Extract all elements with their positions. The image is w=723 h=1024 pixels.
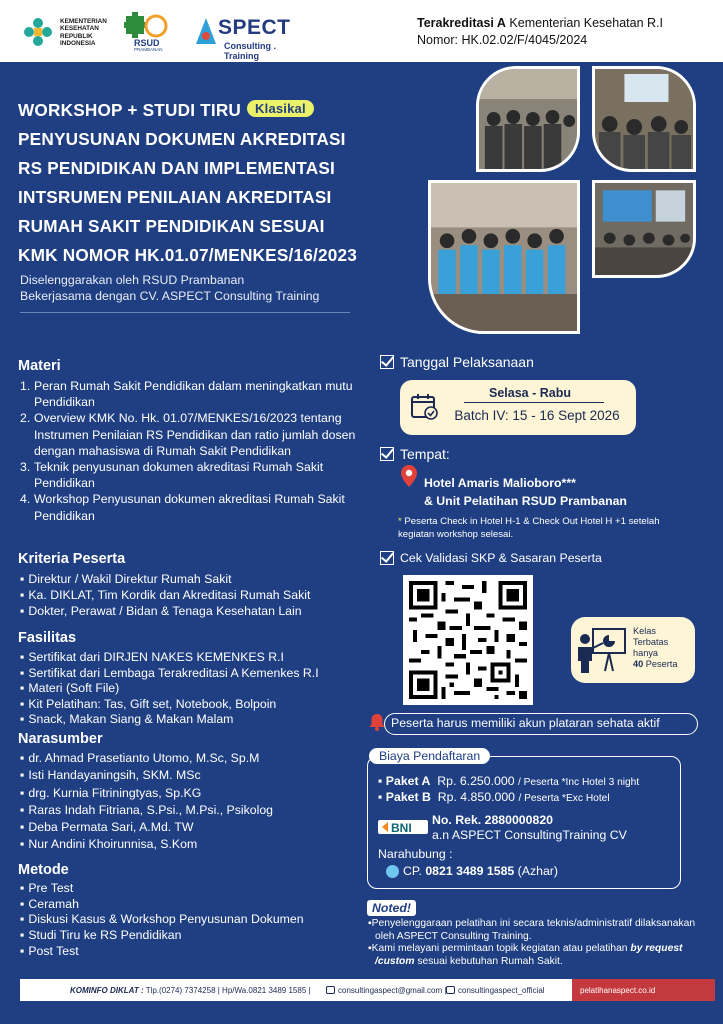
noted-label: Noted! bbox=[367, 900, 416, 916]
list-item: ▪ Penyelenggaraan pelatihan ini secara teknis/administratif dilaksanakan oleh ASPECT Consulting Training. bbox=[367, 918, 697, 943]
materi-list bbox=[20, 378, 362, 524]
workshop-photo-4 bbox=[592, 180, 696, 278]
rsud-logo-text: RSUD bbox=[134, 38, 160, 48]
akreditasi-label: Terakreditasi A bbox=[417, 16, 506, 30]
list-item: 4. Workshop Penyusunan dokumen akreditasi Rumah Sakit Pendidikan bbox=[20, 492, 345, 523]
list-item: ▪ Materi (Soft File) bbox=[20, 681, 319, 697]
workshop-photo-3 bbox=[428, 180, 580, 334]
list-item: ▪ Ceramah bbox=[20, 897, 304, 913]
list-item: ▪ Dokter, Perawat / Bidan & Tenaga Kesehatan Lain bbox=[20, 603, 310, 619]
kemenkes-emblem-icon bbox=[20, 14, 56, 50]
list-item: ▪ Pre Test bbox=[20, 881, 304, 897]
list-item: ▪ Diskusi Kasus & Workshop Penyusunan Dokumen bbox=[20, 912, 304, 928]
kemenkes-logo bbox=[20, 12, 120, 52]
kelas-terbatas-card bbox=[571, 617, 695, 683]
paket-a: ▪ Paket A Rp. 6.250.000 / Peserta *Inc Hotel 3 night bbox=[378, 774, 640, 788]
footer-bar bbox=[20, 979, 695, 1001]
page-title bbox=[18, 96, 428, 270]
phone-icon bbox=[386, 865, 399, 878]
list-item: ▪ Nur Andini Khoirunnisa, S.Kom bbox=[20, 836, 273, 853]
list-item: ▪ Snack, Makan Siang & Makan Malam bbox=[20, 712, 319, 728]
presentation-icon bbox=[573, 625, 629, 675]
title-line-6: KMK NOMOR HK.01.07/MENKES/16/2023 bbox=[18, 245, 357, 265]
rekening-number: No. Rek. 2880000820 bbox=[432, 813, 554, 827]
fasilitas-heading: Fasilitas bbox=[18, 630, 77, 646]
contact-person[interactable]: CP. 0821 3489 1585 (Azhar) bbox=[386, 864, 558, 878]
venue-line-1: Hotel Amaris Malioboro*** bbox=[424, 476, 576, 490]
list-item: ▪ Studi Tiru ke RS Pendidikan bbox=[20, 928, 304, 944]
list-item: ▪ drg. Kurnia Fitriningtyas, Sp.KG bbox=[20, 785, 273, 802]
organizer-line-1: Diselenggarakan oleh RSUD Prambanan bbox=[20, 273, 245, 287]
venue-note: * Peserta Check in Hotel H-1 & Check Out Hotel H +1 setelah kegiatan workshop selesai. bbox=[398, 516, 660, 540]
qr-code-icon bbox=[409, 581, 527, 699]
tanggal-label: Tanggal Pelaksanaan bbox=[380, 354, 534, 370]
list-item: ▪ Ka. DIKLAT, Tim Kordik dan Akreditasi Rumah Sakit bbox=[20, 587, 310, 603]
footer-email[interactable]: consultingaspect@gmail.com | bbox=[326, 986, 446, 995]
venue-info bbox=[424, 474, 627, 510]
venue-line-2: & Unit Pelatihan RSUD Prambanan bbox=[424, 494, 627, 508]
biaya-heading: Biaya Pendaftaran bbox=[369, 748, 490, 764]
divider bbox=[464, 402, 604, 403]
checkbox-icon bbox=[380, 355, 394, 369]
list-item: 2. Overview KMK No. Hk. 01.07/MENKES/16/2023 tentang Instrumen Penilaian RS Pendidikan dan ratio jumlah dosen dengan mahasiswa di Rumah Sakit Pendidikan bbox=[20, 411, 356, 458]
instagram-icon bbox=[446, 986, 455, 994]
date-days: Selasa - Rabu bbox=[489, 386, 571, 400]
bni-logo bbox=[378, 818, 428, 836]
cek-validasi-label: Cek Validasi SKP & Sasaran Peserta bbox=[380, 551, 602, 565]
list-item: 3. Teknik penyusunan dokumen akreditasi Rumah Sakit Pendidikan bbox=[20, 460, 324, 491]
rsud-logo bbox=[124, 12, 184, 52]
narasumber-list bbox=[20, 750, 273, 854]
bni-logo-text: BNI bbox=[391, 821, 412, 835]
footer-contact: KOMINFO DIKLAT : Tlp.(0274) 7374258 | Hp/Wa.0821 3489 1585 | bbox=[70, 986, 311, 995]
aspect-a-icon bbox=[194, 16, 218, 46]
kriteria-heading: Kriteria Peserta bbox=[18, 551, 126, 567]
rsud-logo-sub: PRAMBANAN bbox=[134, 47, 163, 52]
title-line-2: PENYUSUNAN DOKUMEN AKREDITASI bbox=[18, 129, 346, 149]
narahubung-label: Narahubung : bbox=[378, 847, 453, 861]
location-pin-icon bbox=[400, 464, 418, 488]
checkbox-icon bbox=[380, 447, 394, 461]
list-item: ▪ Direktur / Wakil Direktur Rumah Sakit bbox=[20, 571, 310, 587]
checkbox-icon bbox=[380, 551, 394, 565]
noted-list bbox=[367, 918, 697, 968]
rekening-name: a.n ASPECT ConsultingTraining CV bbox=[432, 828, 627, 842]
title-line-4: INTSRUMEN PENILAIAN AKREDITASI bbox=[18, 187, 332, 207]
fasilitas-list bbox=[20, 650, 319, 728]
title-line-5: RUMAH SAKIT PENDIDIKAN SESUAI bbox=[18, 216, 325, 236]
rekening-info bbox=[432, 813, 627, 843]
list-item: ▪ Sertifikat dari Lembaga Terakreditasi A Kemenkes R.I bbox=[20, 666, 319, 682]
mail-icon bbox=[326, 986, 335, 994]
title-line-1: WORKSHOP + STUDI TIRU bbox=[18, 100, 242, 120]
header-bar bbox=[0, 0, 723, 62]
akreditasi-nomor: Nomor: HK.02.02/F/4045/2024 bbox=[417, 33, 588, 47]
aspect-logo bbox=[192, 12, 312, 61]
klasikal-badge: Klasikal bbox=[247, 100, 314, 117]
date-batch: Batch IV: 15 - 16 Sept 2026 bbox=[454, 408, 620, 423]
organizer-info bbox=[20, 272, 319, 304]
list-item: 1. Peran Rumah Sakit Pendidikan dalam meningkatkan mutu Pendidikan bbox=[20, 379, 353, 410]
list-item: ▪ Raras Indah Fitriana, S.Psi., M.Psi., Psikolog bbox=[20, 802, 273, 819]
akreditasi-body: Kementerian Kesehatan R.I bbox=[509, 16, 663, 30]
metode-heading: Metode bbox=[18, 862, 69, 878]
footer-instagram[interactable]: consultingaspect_official bbox=[446, 986, 545, 995]
kemenkes-logo-text: KEMENTERIAN KESEHATAN REPUBLIK INDONESIA bbox=[60, 18, 107, 48]
divider bbox=[20, 312, 350, 313]
aspect-logo-text: SPECT bbox=[218, 16, 291, 39]
organizer-line-2: Bekerjasama dengan CV. ASPECT Consulting Training bbox=[20, 289, 320, 303]
list-item: ▪ Sertifikat dari DIRJEN NAKES KEMENKES R.I bbox=[20, 650, 319, 666]
workshop-photo-2 bbox=[592, 66, 696, 172]
workshop-photo-1 bbox=[476, 66, 580, 172]
kelas-text: Kelas Terbatas hanya 40 Peserta bbox=[633, 626, 678, 669]
list-item: ▪ Post Test bbox=[20, 944, 304, 960]
aspect-logo-sub: Consulting . Training bbox=[224, 41, 276, 61]
list-item: ▪ Kit Pelatihan: Tas, Gift set, Notebook, Bolpoin bbox=[20, 697, 319, 713]
calendar-icon bbox=[410, 392, 438, 420]
paket-b: ▪ Paket B Rp. 4.850.000 / Peserta *Exc Hotel bbox=[378, 790, 610, 804]
metode-list bbox=[20, 881, 304, 960]
notice-banner: Peserta harus memiliki akun plataran sehata aktif bbox=[384, 713, 698, 735]
list-item: ▪ dr. Ahmad Prasetianto Utomo, M.Sc, Sp.M bbox=[20, 750, 273, 767]
materi-heading: Materi bbox=[18, 358, 61, 374]
list-item: ▪ Isti Handayaningsih, SKM. MSc bbox=[20, 767, 273, 784]
title-line-3: RS PENDIDIKAN DAN IMPLEMENTASI bbox=[18, 158, 335, 178]
footer-website[interactable]: pelatihanaspect.co.id bbox=[572, 979, 715, 1001]
tempat-label: Tempat: bbox=[380, 446, 450, 462]
akreditasi-info bbox=[417, 15, 689, 49]
kriteria-list bbox=[20, 571, 310, 620]
qr-code[interactable] bbox=[403, 575, 533, 705]
list-item: ▪ Deba Permata Sari, A.Md. TW bbox=[20, 819, 273, 836]
date-card bbox=[400, 380, 636, 435]
narasumber-heading: Narasumber bbox=[18, 731, 103, 747]
list-item: ▪ Kami melayani permintaan topik kegiatan atau pelatihan by request /custom sesuai kebutuhan Rumah Sakit. bbox=[367, 943, 697, 968]
